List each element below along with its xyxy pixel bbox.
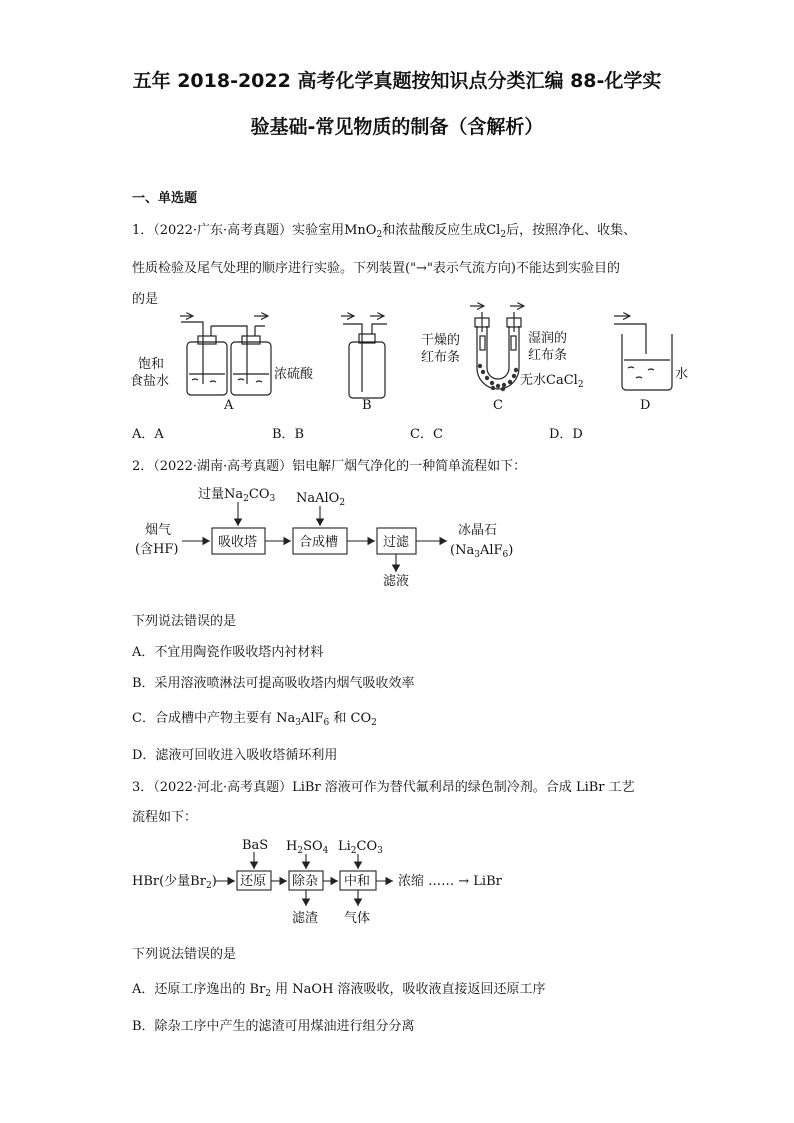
label-shui: 水 <box>675 367 689 382</box>
q2-stem: 2．（2022·湖南·高考真题）铝电解厂烟气净化的一种简单流程如下： <box>132 459 527 474</box>
q2-option-c: C．合成槽中产物主要有 $Na_3AlF_6$ 和 $CO_2$ <box>132 711 377 728</box>
q1-line-3: 的是 <box>132 292 159 307</box>
flow2-box-1: 吸收塔 <box>218 535 258 550</box>
flow3-after: 浓缩 …… → LiBr <box>398 874 502 889</box>
flow2-box-2: 合成槽 <box>299 535 339 550</box>
apparatus-a <box>180 316 271 395</box>
label-shi-yan-shui: 食盐水 <box>130 374 170 389</box>
title-line-1: 五年 2018-2022 高考化学真题按知识点分类汇编 88-化学实 <box>132 70 662 92</box>
q2-ask: 下列说法错误的是 <box>132 614 237 629</box>
q3-stem-2: 流程如下： <box>132 810 198 825</box>
flow3-reagent-h2so4: $H_2SO_4$ <box>286 839 329 856</box>
flow2-out-2: $(Na_3AlF_6)$ <box>450 543 514 560</box>
label-wu-shui-cacl2: 无水CaCl$_2$ <box>520 373 584 390</box>
q2-option-a: A．不宜用陶瓷作吸收塔内衬材料 <box>132 645 324 660</box>
q1-option-d: D．D <box>549 427 583 442</box>
q1-option-a: A．A <box>132 427 164 442</box>
q1-line-2: 性质检验及尾气处理的顺序进行实验。下列装置("→"表示气流方向)不能达到实验目的 <box>132 261 620 276</box>
flow2-in-1: 烟气 <box>145 523 172 538</box>
flow3-input: HBr(少量$Br_2$) <box>132 874 217 891</box>
label-nong-liu-suan: 浓硫酸 <box>274 367 314 382</box>
q3-stem-1: 3．（2022·河北·高考真题）LiBr 溶液可作为替代氟利昂的绿色制冷剂。合成 LiBr 工艺 <box>132 780 635 795</box>
apparatus-d <box>614 316 672 390</box>
caption-a: A <box>224 398 234 413</box>
q2-option-b: B．采用溶液喷淋法可提高吸收塔内烟气吸收效率 <box>132 676 415 691</box>
flow2-out-1: 冰晶石 <box>458 523 498 538</box>
label-shi-run: 湿润的 <box>528 331 568 346</box>
q1-option-c: C．C <box>410 427 443 442</box>
flow2-reagent-2: NaAlO$_2$ <box>296 491 346 508</box>
flow3-reagent-li2co3: $Li_2CO_3$ <box>338 839 383 856</box>
flow2-in-2: (含HF) <box>135 542 179 557</box>
flow3-box-1: 还原 <box>240 874 267 889</box>
label-hong-bu-tiao-1: 红布条 <box>421 350 461 365</box>
flow2-box-3: 过滤 <box>383 535 410 550</box>
q1-line-1: 1．（2022·广东·高考真题）实验室用MnO$_2$和浓盐酸反应生成$Cl_2$后，按照净化、收集、 <box>132 223 637 240</box>
flow3-out-residue: 滤渣 <box>292 911 319 926</box>
q3-flow-diagram <box>0 832 794 932</box>
label-bao-he: 饱和 <box>138 357 165 372</box>
flow2-reagent-1: 过量$Na_2CO_3$ <box>198 487 276 504</box>
caption-c: C <box>493 398 503 413</box>
caption-b: B <box>362 398 372 413</box>
q3-option-b: B．除杂工序中产生的滤渣可用煤油进行组分分离 <box>132 1019 415 1034</box>
title-line-2: 验基础-常见物质的制备（含解析） <box>250 116 544 138</box>
flow3-reagent-bas: BaS <box>242 838 269 853</box>
section-heading: 一、单选题 <box>132 191 198 206</box>
q2-option-d: D．滤液可回收进入吸收塔循环利用 <box>132 748 338 763</box>
flow3-out-gas: 气体 <box>344 911 371 926</box>
caption-d: D <box>640 398 651 413</box>
flow3-box-3: 中和 <box>344 874 371 889</box>
flow2-filtrate: 滤液 <box>383 574 410 589</box>
q1-apparatus-figure <box>0 312 794 422</box>
label-gan-zao: 干燥的 <box>421 333 461 348</box>
q2-flow-diagram <box>0 482 794 592</box>
q3-option-a: A．还原工序逸出的 $Br_2$ 用 NaOH 溶液吸收，吸收液直接返回还原工序 <box>132 982 546 999</box>
apparatus-b <box>341 316 387 398</box>
q3-ask: 下列说法错误的是 <box>132 947 237 962</box>
q1-option-b: B．B <box>272 427 305 442</box>
flow3-box-2: 除杂 <box>292 874 319 889</box>
label-hong-bu-tiao-2: 红布条 <box>528 348 568 363</box>
